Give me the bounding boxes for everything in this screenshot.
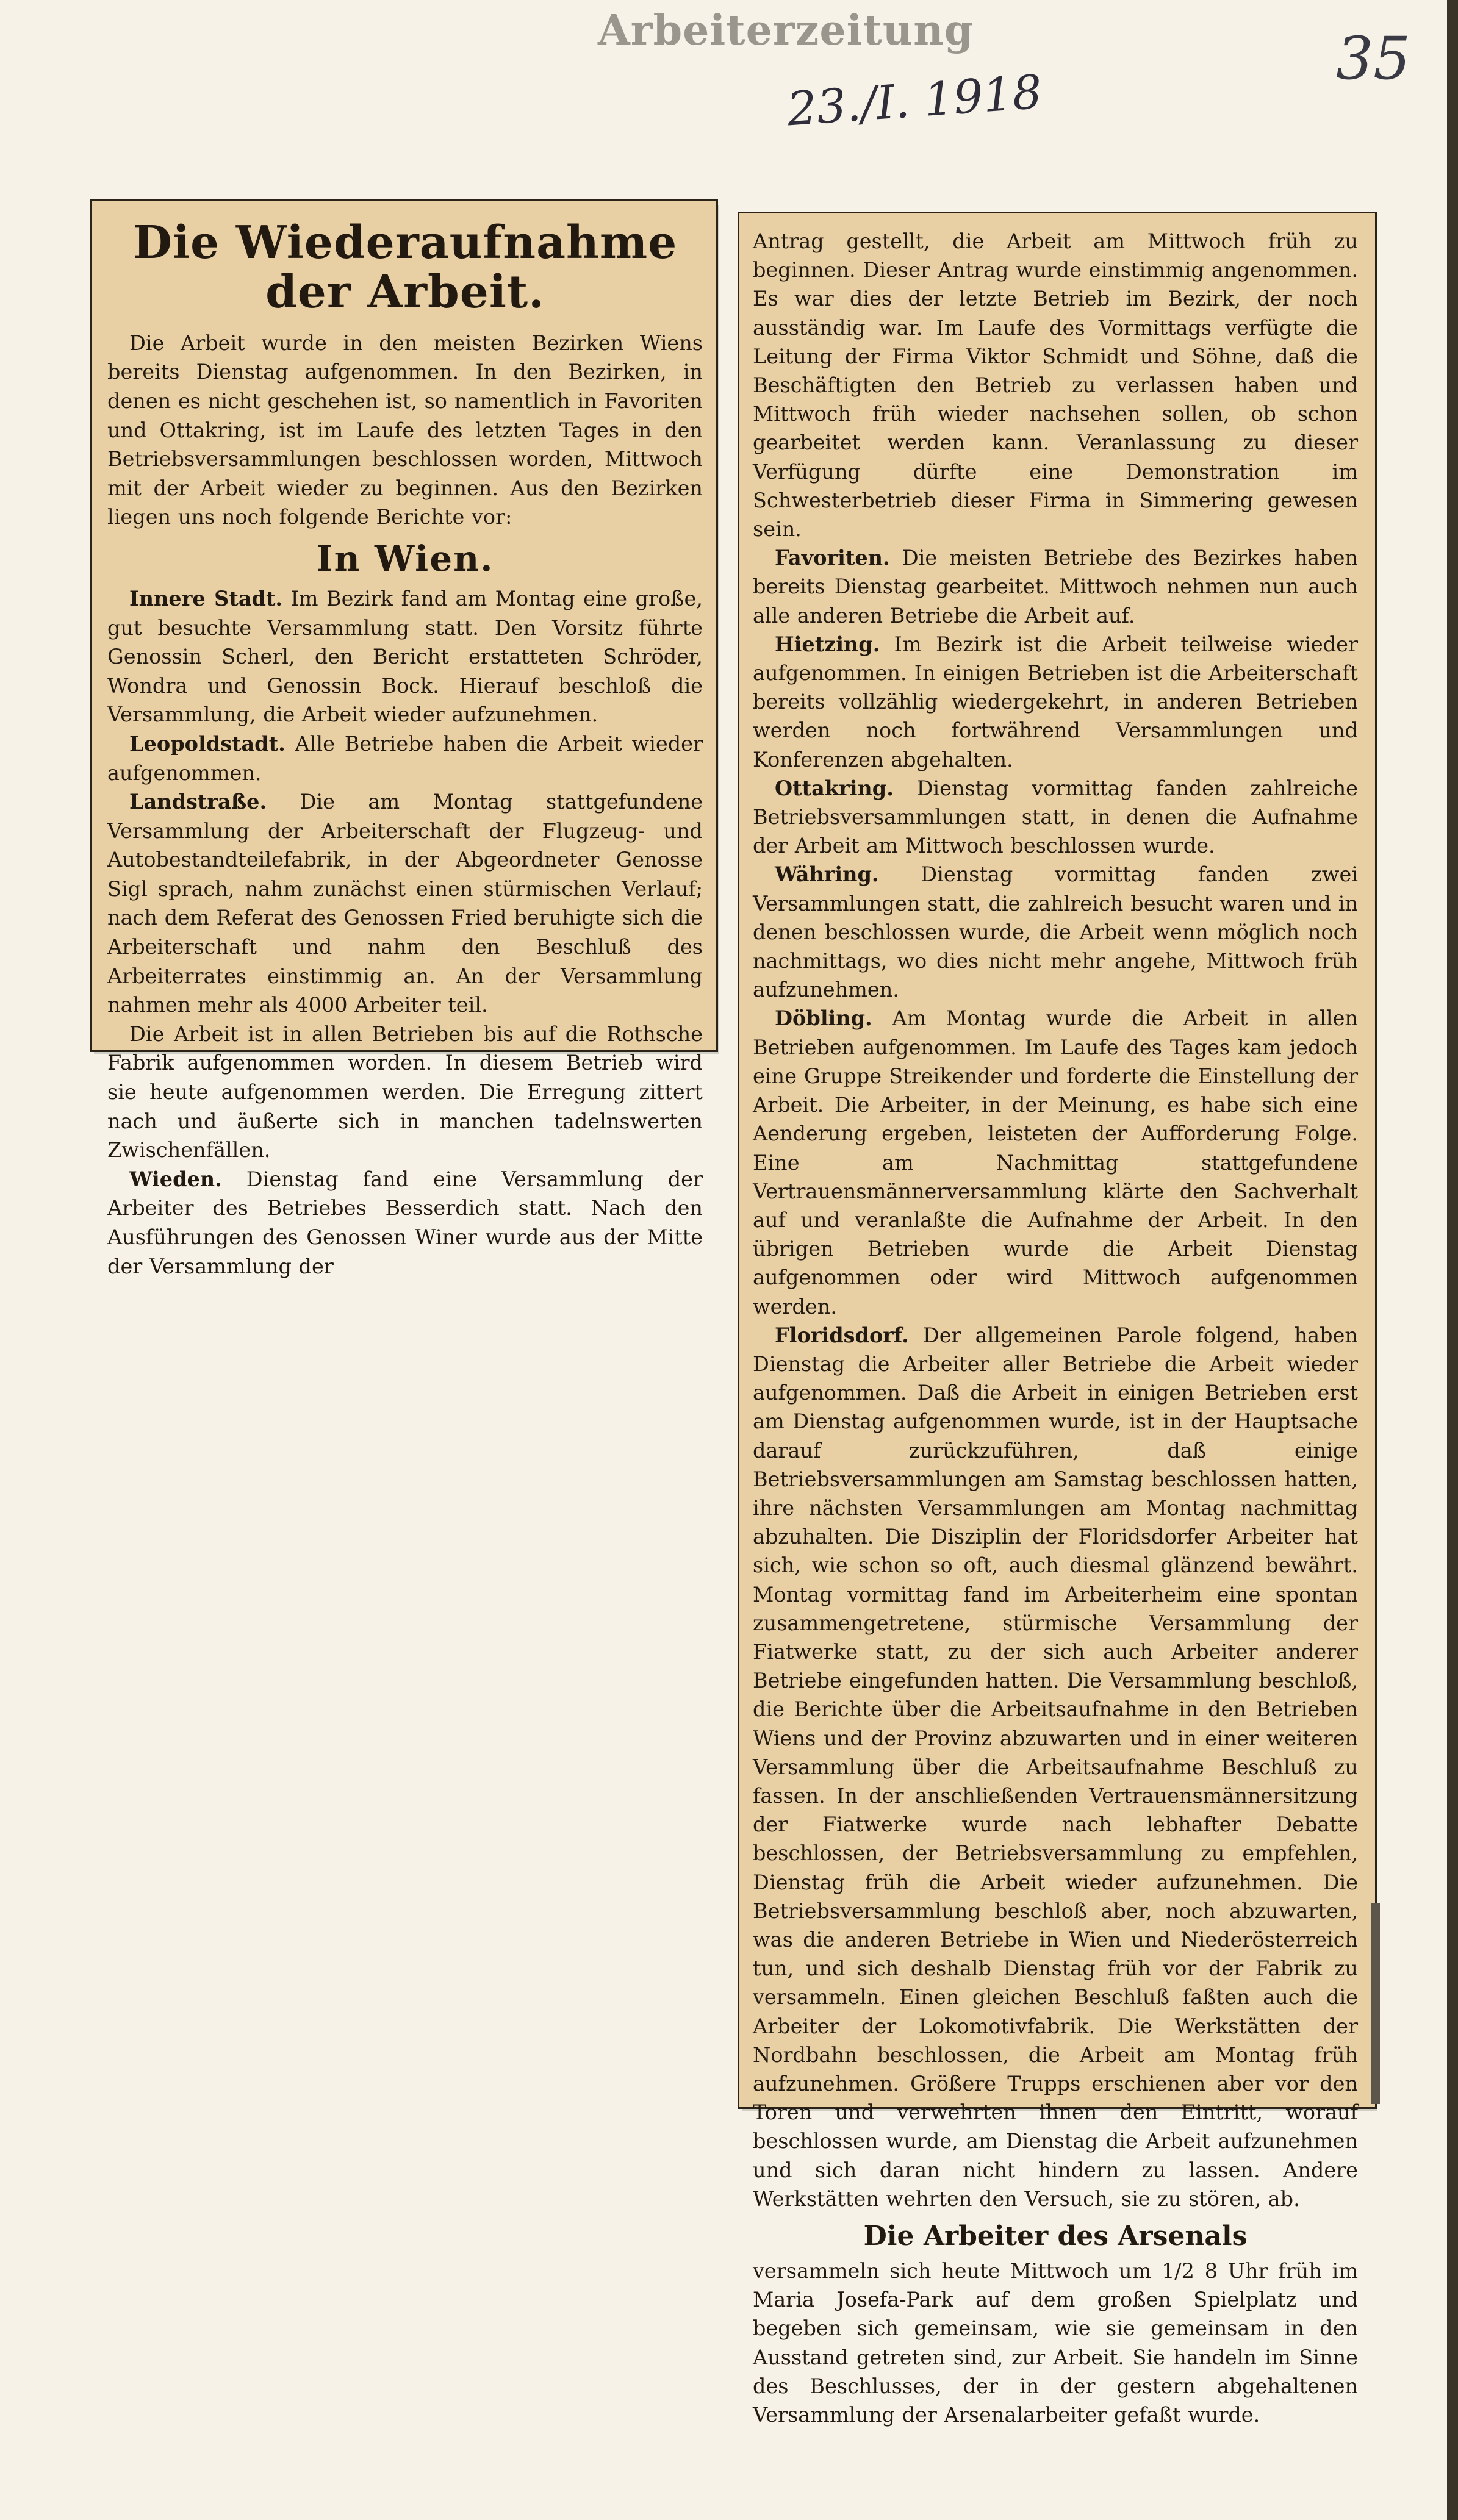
district-label: Landstraße. [129, 790, 267, 814]
paragraph-text: Die am Montag stattgefundene Versammlung der Arbeiterschaft der Flugzeug- und Autobestandteilefabrik, in der Abgeordneter Genosse Sigl sprach, nahm zunächst einen stürmischen Verlauf; nach dem Referat des Genossen Fried beruhigte sich die Arbeiterschaft und nahm den Beschluß des Arbeiterrates einstimmig an. An der Versammlung nahmen mehr als 4000 Arbeiter teil. [107, 790, 703, 1017]
paragraph-wieden [107, 1165, 703, 1281]
paragraph-doebling [753, 1004, 1358, 1320]
newspaper-clipping-right [739, 213, 1375, 2427]
paragraph-text: Dienstag vormittag fanden zahlreiche Betriebsversammlungen statt, in denen die Aufnahme der Arbeit am Mittwoch beschlossen wurde. [753, 776, 1358, 858]
paragraph-favoriten [753, 543, 1358, 630]
paragraph-floridsdorf [753, 1321, 1358, 2213]
paragraph-text: Im Bezirk ist die Arbeit teilweise wieder aufgenommen. In einigen Betrieben ist die Arbeiterschaft bereits vollzählig wiedergekehrt, in anderen Betrieben werden noch fortwährend Versammlungen und Konferenzen abgehalten. [753, 632, 1358, 771]
paragraph-innere-stadt [107, 584, 703, 729]
district-label: Floridsdorf. [775, 1323, 909, 1347]
newspaper-stamp: Arbeiterzeitung [598, 6, 974, 55]
paragraph-hietzing [753, 630, 1358, 774]
paragraph-leopoldstadt [107, 729, 703, 787]
section-heading-arsenal: Die Arbeiter des Arsenals [863, 2221, 1248, 2252]
section-heading-wien: In Wien. [316, 537, 494, 579]
district-label: Währing. [775, 862, 879, 887]
paragraph-text: Im Bezirk fand am Montag eine große, gut besuchte Versammlung statt. Den Vorsitz führte Genossin Scherl, den Bericht erstatteten Schröder, Wondra und Genossin Bock. Hierauf beschloß die Versammlung, die Arbeit wieder aufzunehmen. [107, 586, 703, 727]
paragraph-text: Die meisten Betriebe des Bezirkes haben bereits Dienstag gearbeitet. Mittwoch nehmen nun auch alle anderen Betriebe die Arbeit auf. [753, 546, 1358, 628]
paragraph-text: Alle Betriebe haben die Arbeit wieder aufgenommen. [107, 731, 703, 785]
district-label: Wieden. [129, 1167, 222, 1191]
district-label: Hietzing. [775, 632, 880, 656]
district-label: Ottakring. [775, 776, 894, 800]
article-intro: Die Arbeit wurde in den meisten Bezirken Wiens bereits Dienstag aufgenommen. In den Bezirken, in denen es nicht geschehen ist, so namentlich in Favoriten und Ottakring, ist im Laufe des letzten Tages in den Betriebsversammlungen beschlossen worden, Mittwoch mit der Arbeit wieder zu beginnen. Aus den Bezirken liegen uns noch folgende Berichte vor: [107, 331, 703, 529]
handwritten-page-number: 35 [1336, 24, 1411, 93]
paragraph-text: Dienstag fand eine Versammlung der Arbeiter des Betriebes Besserdich statt. Nach den Ausführungen des Genossen Winer wurde aus der Mitte der Versammlung der [107, 1167, 703, 1278]
paragraph-waehring [753, 860, 1358, 1004]
district-label: Innere Stadt. [129, 586, 283, 610]
paragraph-arsenal: versammeln sich heute Mittwoch um 1/2 8 Uhr früh im Maria Josefa-Park auf dem großen Spielplatz und begeben sich gemeinsam, wie sie gemeinsam in den Ausstand getreten sind, zur Arbeit. Sie handeln im Sinne des Beschlusses, der in der gestern abgehaltenen Versammlung der Arsenalarbeiter gefaßt wurde. [753, 2259, 1358, 2427]
district-label: Döbling. [775, 1006, 872, 1031]
paragraph-text: Dienstag vormittag fanden zwei Versammlungen statt, die zahlreich besucht waren und in denen beschlossen wurde, die Arbeit wenn möglich noch nachmittags, wo dies nicht mehr angehe, Mittwoch früh aufzunehmen. [753, 862, 1359, 1002]
handwritten-date: 23./I. 1918 [785, 64, 1044, 137]
paragraph-text: Am Montag wurde die Arbeit in allen Betrieben aufgenommen. Im Laufe des Tages kam jedoch eine Gruppe Streikender und forderte die Einstellung der Arbeit. Die Arbeiter, in der Meinung, es habe sich eine Aenderung ergeben, leisteten der Aufforderung Folge. Eine am Nachmittag stattgefundene Vertrauensmännerversammlung klärte den Sachverhalt auf und veranlaßte die Aufnahme der Arbeit. In den übrigen Betrieben wurde die Arbeit Dienstag aufgenommen oder wird Mittwoch aufgenommen werden. [753, 1006, 1358, 1319]
paragraph-ottakring [753, 774, 1358, 861]
newspaper-clipping-left [92, 201, 716, 1278]
paragraph-landstrasse-2: Die Arbeit ist in allen Betrieben bis auf die Rothsche Fabrik aufgenommen worden. In diesem Betrieb wird sie heute aufgenommen werden. Die Erregung zittert nach und äußerte sich in manchen tadelnswerten Zwischenfällen. [107, 1022, 703, 1162]
paragraph-wieden-continued: Antrag gestellt, die Arbeit am Mittwoch früh zu beginnen. Dieser Antrag wurde einstimmig angenommen. Es war dies der letzte Betrieb im Bezirk, der noch ausständig war. Im Laufe des Vormittags verfügte die Leitung der Firma Viktor Schmidt und Söhne, daß die Beschäftigten den Betrieb zu verlassen haben und Mittwoch früh wieder nachsehen sollen, ob schon gearbeitet werden kann. Veranlassung zu dieser Verfügung dürfte eine Demonstration im Schwesterbetrieb dieser Firma in Simmering gewesen sein. [753, 229, 1358, 542]
district-label: Leopoldstadt. [129, 731, 285, 756]
paragraph-landstrasse [107, 787, 703, 1020]
article-headline: Die Wiederaufnahme der Arbeit. [132, 217, 678, 319]
district-label: Favoriten. [775, 546, 890, 570]
paragraph-text: Der allgemeinen Parole folgend, haben Dienstag die Arbeiter aller Betriebe die Arbeit wieder aufgenommen. Daß die Arbeit in einigen Betrieben erst am Dienstag aufgenommen wurde, ist in der Hauptsache darauf zurückzuführen, daß einige Betriebsversammlungen am Samstag beschlossen hatten, ihre nächsten Versammlungen am Montag nachmittag abzuhalten. Die Disziplin der Floridsdorfer Arbeiter hat sich, wie schon so oft, auch diesmal glänzend bewährt. Montag vormittag fand im Arbeiterheim eine spontan zusammengetretene, stürmische Versammlung der Fiatwerke statt, zu der sich auch Arbeiter anderer Betriebe eingefunden hatten. Die Versammlung beschloß, die Berichte über die Arbeitsaufnahme in den Betrieben Wiens und der Provinz abzuwarten und in einer weiteren Versammlung über die Arbeitsaufnahme Beschluß zu fassen. In der anschließenden Vertrauensmännersitzung der Fiatwerke wurde nach lebhafter Debatte beschlossen, der Betriebsversammlung zu empfehlen, Dienstag früh die Arbeit wieder aufzunehmen. Die Betriebsversammlung beschloß aber, noch abzuwarten, was die anderen Betriebe in Wien und Niederösterreich tun, und sich deshalb Dienstag früh vor der Fabrik zu versammeln. Einen gleichen Beschluß faßten auch die Arbeiter der Lokomotivfabrik. Die Werkstätten der Nordbahn beschlossen, die Arbeit am Montag früh aufzunehmen. Größere Trupps erschienen aber vor den Toren und verwehrten ihnen den Eintritt, worauf beschlossen wurde, am Dienstag die Arbeit aufzunehmen und sich daran nicht hindern zu lassen. Andere Werkstätten wehrten den Versuch, sie zu stören, ab. [753, 1323, 1358, 2211]
